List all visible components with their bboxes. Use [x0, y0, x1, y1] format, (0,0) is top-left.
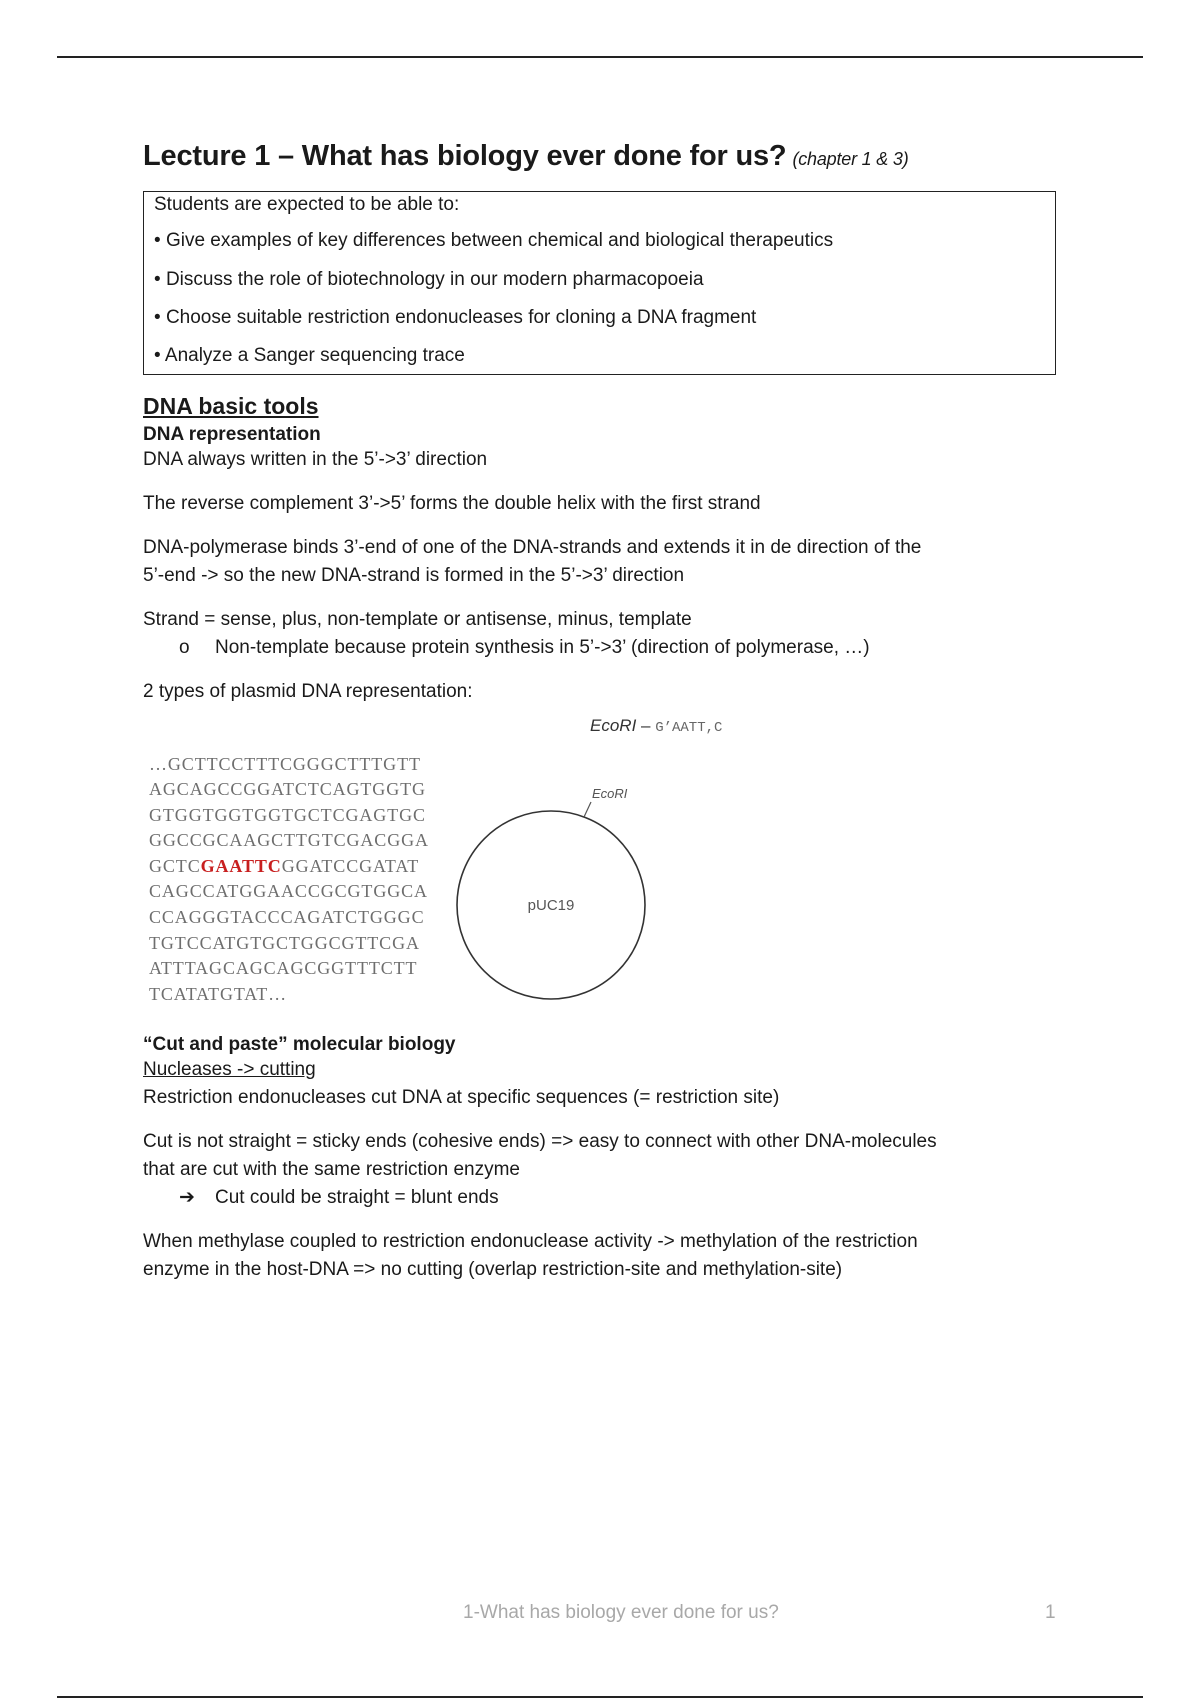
ecori-site-highlight: GAATTC [200, 855, 282, 876]
sequence-line: GGCCGCAAGCTTGTCGACGGA [149, 830, 429, 851]
footer-rule [57, 1696, 1143, 1698]
sequence-line-highlighted: GCTCGAATTCGGATCCGATAT [149, 855, 420, 876]
sequence-line: CCAGGGTACCCAGATCTGGGC [149, 907, 425, 928]
objective-item: • Discuss the role of biotechnology in our modern pharmacopoeia [154, 261, 1045, 300]
ecori-tick [584, 802, 591, 817]
dna-sequence-block [149, 752, 429, 1008]
paragraph: DNA always written in the 5’->3’ direction [143, 448, 488, 470]
sequence-line: TCATATGTAT… [149, 983, 288, 1004]
section-heading-dna-basic-tools: DNA basic tools [143, 392, 319, 419]
arrow-right-icon: ➔ [179, 1186, 195, 1208]
arrow-list-item: ➔ Cut could be straight = blunt ends [143, 1184, 1058, 1212]
subheading-nucleases: Nucleases -> cutting [143, 1058, 316, 1080]
objectives-heading: Students are expected to be able to: [154, 194, 460, 215]
plasmid-map [449, 782, 669, 1012]
page-title: Lecture 1 – What has biology ever done for us? (chapter 1 & 3) [143, 140, 909, 172]
sequence-line: GTGGTGGTGGTGCTCGAGTGC [149, 804, 426, 825]
sequence-line: ATTTAGCAGCAGCGGTTTCTT [149, 958, 418, 979]
circle-bullet-icon: o [179, 636, 190, 658]
footer-title: 1-What has biology ever done for us? [463, 1602, 779, 1623]
ecori-site-label: EcoRI – G’AATT,C [590, 715, 723, 736]
list-item: o Non-template because protein synthesis in 5’->3’ (direction of polymerase, …) [143, 634, 1058, 662]
subheading-cut-and-paste: “Cut and paste” molecular biology [143, 1033, 456, 1055]
paragraph: DNA-polymerase binds 3’-end of one of the DNA-strands and extends it in de direction of the 5’-end -> so the new DNA-strand is formed in the 5’->3’ direction [143, 536, 922, 586]
sequence-line: …GCTTCCTTTCGGGCTTTGTT [149, 753, 421, 774]
sequence-line: AGCAGCCGGATCTCAGTGGTG [149, 779, 426, 800]
objective-item: • Analyze a Sanger sequencing trace [154, 338, 1045, 372]
header-rule [57, 56, 1143, 58]
paragraph: When methylase coupled to restriction endonuclease activity -> methylation of the restriction enzyme in the host-DNA => no cutting (overlap restriction-site and methylation-site) [143, 1230, 918, 1280]
plasmid-figure [143, 712, 1058, 1030]
paragraph: Cut is not straight = sticky ends (cohesive ends) => easy to connect with other DNA-molecules that are cut with the same restriction enzyme [143, 1130, 937, 1180]
paragraph: Strand = sense, plus, non-template or antisense, minus, template [143, 608, 692, 630]
page-number: 1 [1045, 1602, 1056, 1623]
objective-item: • Choose suitable restriction endonucleases for cloning a DNA fragment [154, 299, 1045, 338]
page-subtitle: (chapter 1 & 3) [792, 149, 909, 169]
learning-objectives-box [143, 191, 1056, 375]
plasmid-name: pUC19 [527, 896, 575, 914]
sequence-line: TGTCCATGTGCTGGCGTTCGA [149, 932, 420, 953]
objective-item: • Give examples of key differences between chemical and biological therapeutics [154, 222, 1045, 261]
paragraph: The reverse complement 3’->5’ forms the double helix with the first strand [143, 492, 761, 514]
subheading-dna-representation: DNA representation [143, 423, 321, 445]
paragraph: 2 types of plasmid DNA representation: [143, 680, 473, 702]
page-content [143, 140, 1058, 1284]
sequence-line: CAGCCATGGAACCGCGTGGCA [149, 881, 428, 902]
plasmid-ecori-label: EcoRI [592, 785, 628, 801]
paragraph: Restriction endonucleases cut DNA at specific sequences (= restriction site) [143, 1086, 780, 1108]
